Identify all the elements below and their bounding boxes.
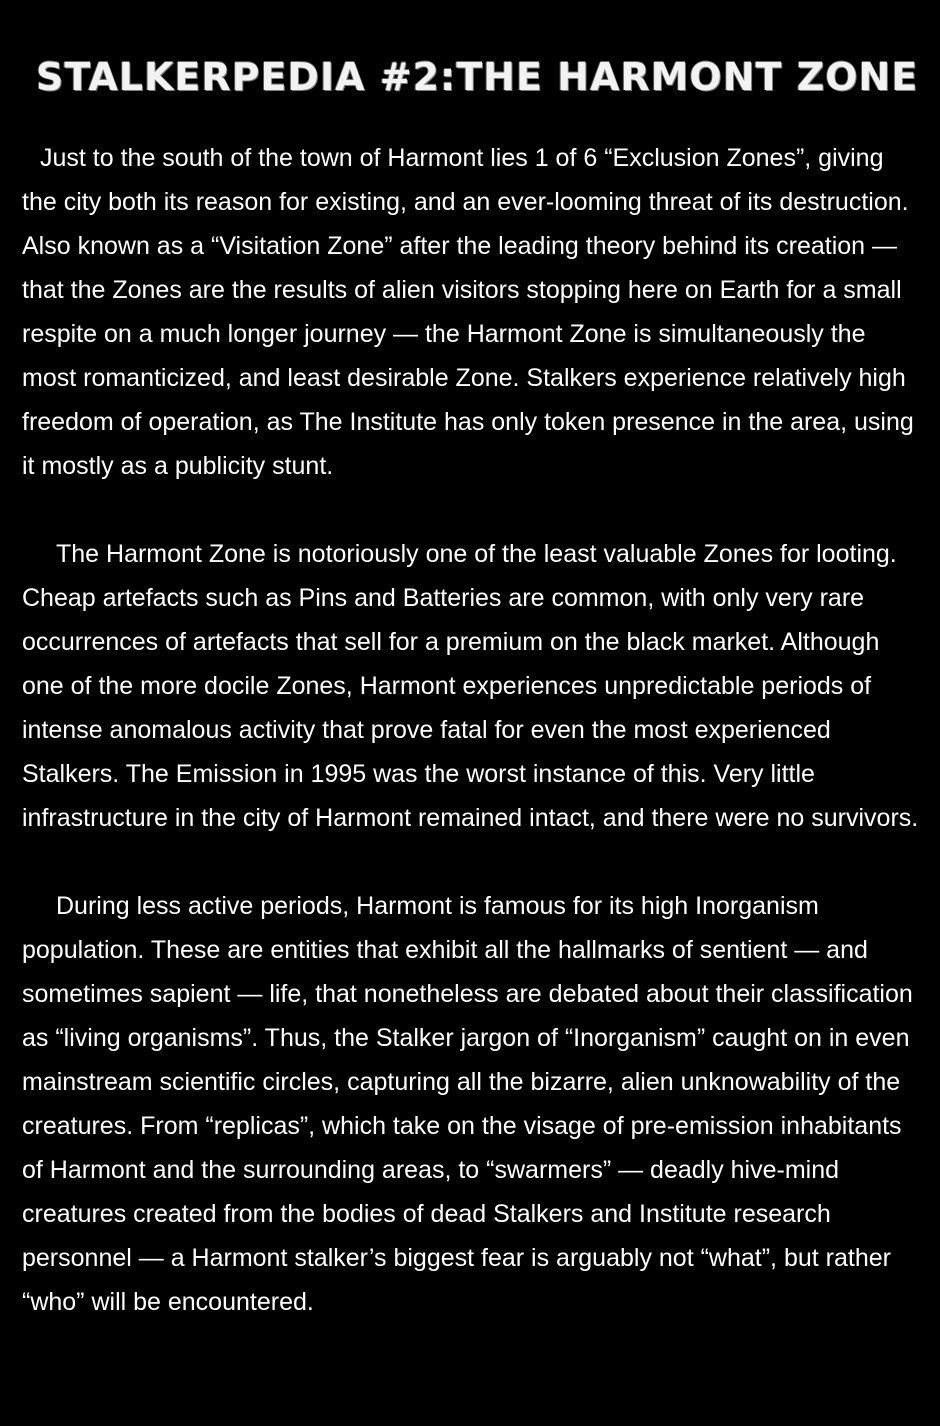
paragraph-3: During less active periods, Harmont is famous for its high Inorganism population. These are entities that exhibit all the hallmarks of sentient — and sometimes sapient — life, that nonetheless are debated about their classification as “living organisms”. Thus, the Stalker jargon of “Inorganism” caught on in even mainstream scientific circles, capturing all the bizarre, alien unknowability of the creatures. From “replicas”, which take on the visage of pre-emission inhabitants of Harmont and the surrounding areas, to “swarmers” — deadly hive-mind creatures created from the bodies of dead Stalkers and Institute research personnel — a Harmont stalker’s biggest fear is arguably not “what”, but rather “who” will be encountered. bbox=[22, 892, 913, 1316]
paragraph-1: Just to the south of the town of Harmont lies 1 of 6 “Exclusion Zones”, giving the city both its reason for existing, and an ever-looming threat of its destruction. Also known as a “Visitation Zone” after the leading theory behind its creation — that the Zones are the results of alien visitors stopping here on Earth for a small respite on a much longer journey — the Harmont Zone is simultaneously the most romanticized, and least desirable Zone. Stalkers experience relatively high freedom of operation, as The Institute has only token presence in the area, using it mostly as a publicity stunt. bbox=[22, 144, 914, 480]
paragraph-2: The Harmont Zone is notoriously one of the least valuable Zones for looting. Cheap artefacts such as Pins and Batteries are common, with only very rare occurrences of artefacts that sell for a premium on the black market. Although one of the more docile Zones, Harmont experiences unpredictable periods of intense anomalous activity that prove fatal for even the most experienced Stalkers. The Emission in 1995 was the worst instance of this. Very little infrastructure in the city of Harmont remained intact, and there were no survivors. bbox=[22, 540, 919, 832]
article-body bbox=[22, 136, 924, 1368]
page-title: STALKERPEDIA #2:THE HARMONT ZONE bbox=[36, 55, 919, 99]
